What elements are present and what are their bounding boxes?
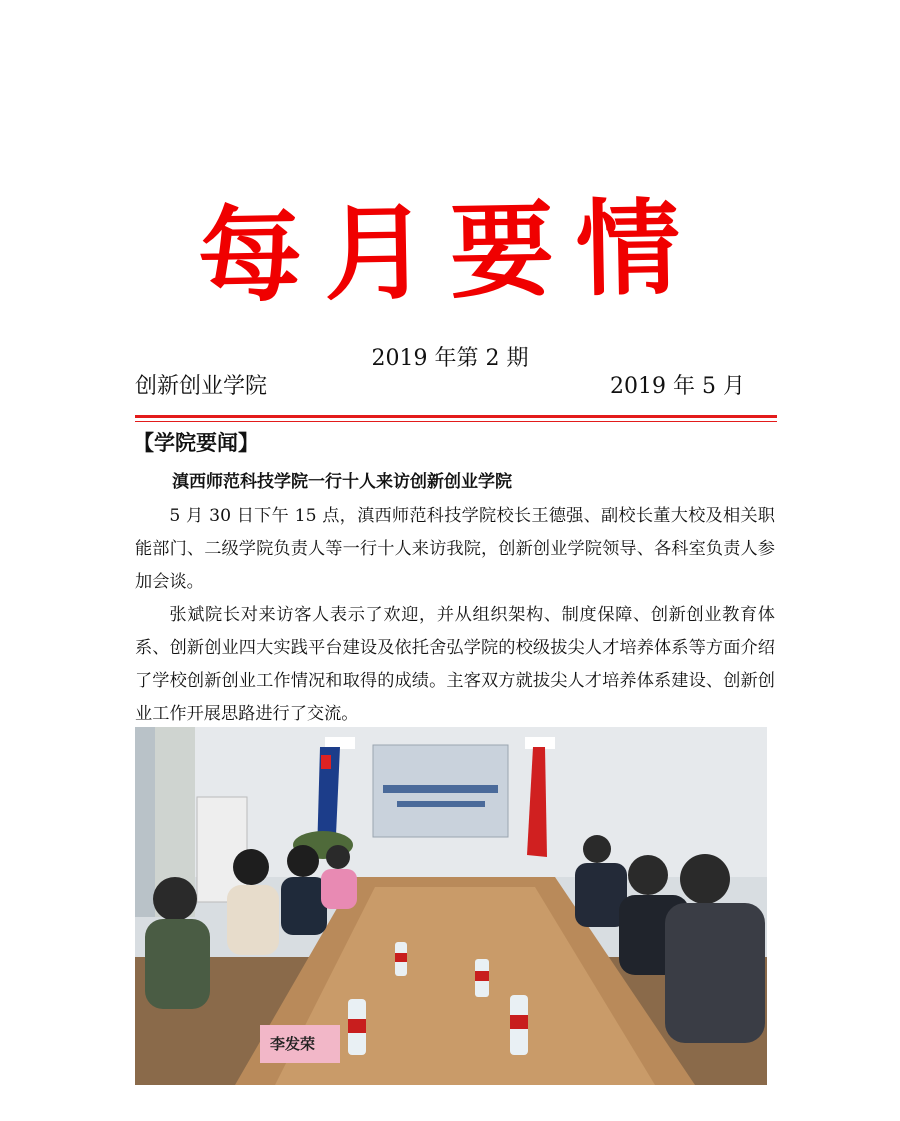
article-paragraph-2: 张斌院长对来访客人表示了欢迎，并从组织架构、制度保障、创新创业教育体系、创新创业四大实践平台建设及依托舍弘学院的校级拔尖人才培养体系等方面介绍了学校创新创业工作情况和取得的成绩。主客双方就拔尖人才培养体系建设、创新创业工作开展思路进行了交流。: [135, 605, 775, 724]
header-rule-thick: [135, 415, 777, 418]
issue-number: 2019 年第 2 期: [371, 346, 529, 371]
masthead-title: 每月要情: [196, 186, 704, 318]
organization-name: 创新创业学院: [135, 374, 268, 399]
issue-date: 2019 年 5 月: [610, 374, 745, 399]
meeting-photo: [135, 727, 767, 1085]
section-title: 【学院要闻】: [133, 431, 259, 455]
article-headline: 滇西师范科技学院一行十人来访创新创业学院: [172, 472, 512, 492]
header-rule-thin: [135, 421, 777, 422]
article-paragraph-1: 5 月 30 日下午 15 点，滇西师范科技学院校长王德强、副校长董大校及相关职能部门、二级学院负责人等一行十人来访我院，创新创业学院领导、各科室负责人参加会谈。: [135, 506, 775, 592]
name-card-label: 李发荣: [270, 1035, 316, 1053]
